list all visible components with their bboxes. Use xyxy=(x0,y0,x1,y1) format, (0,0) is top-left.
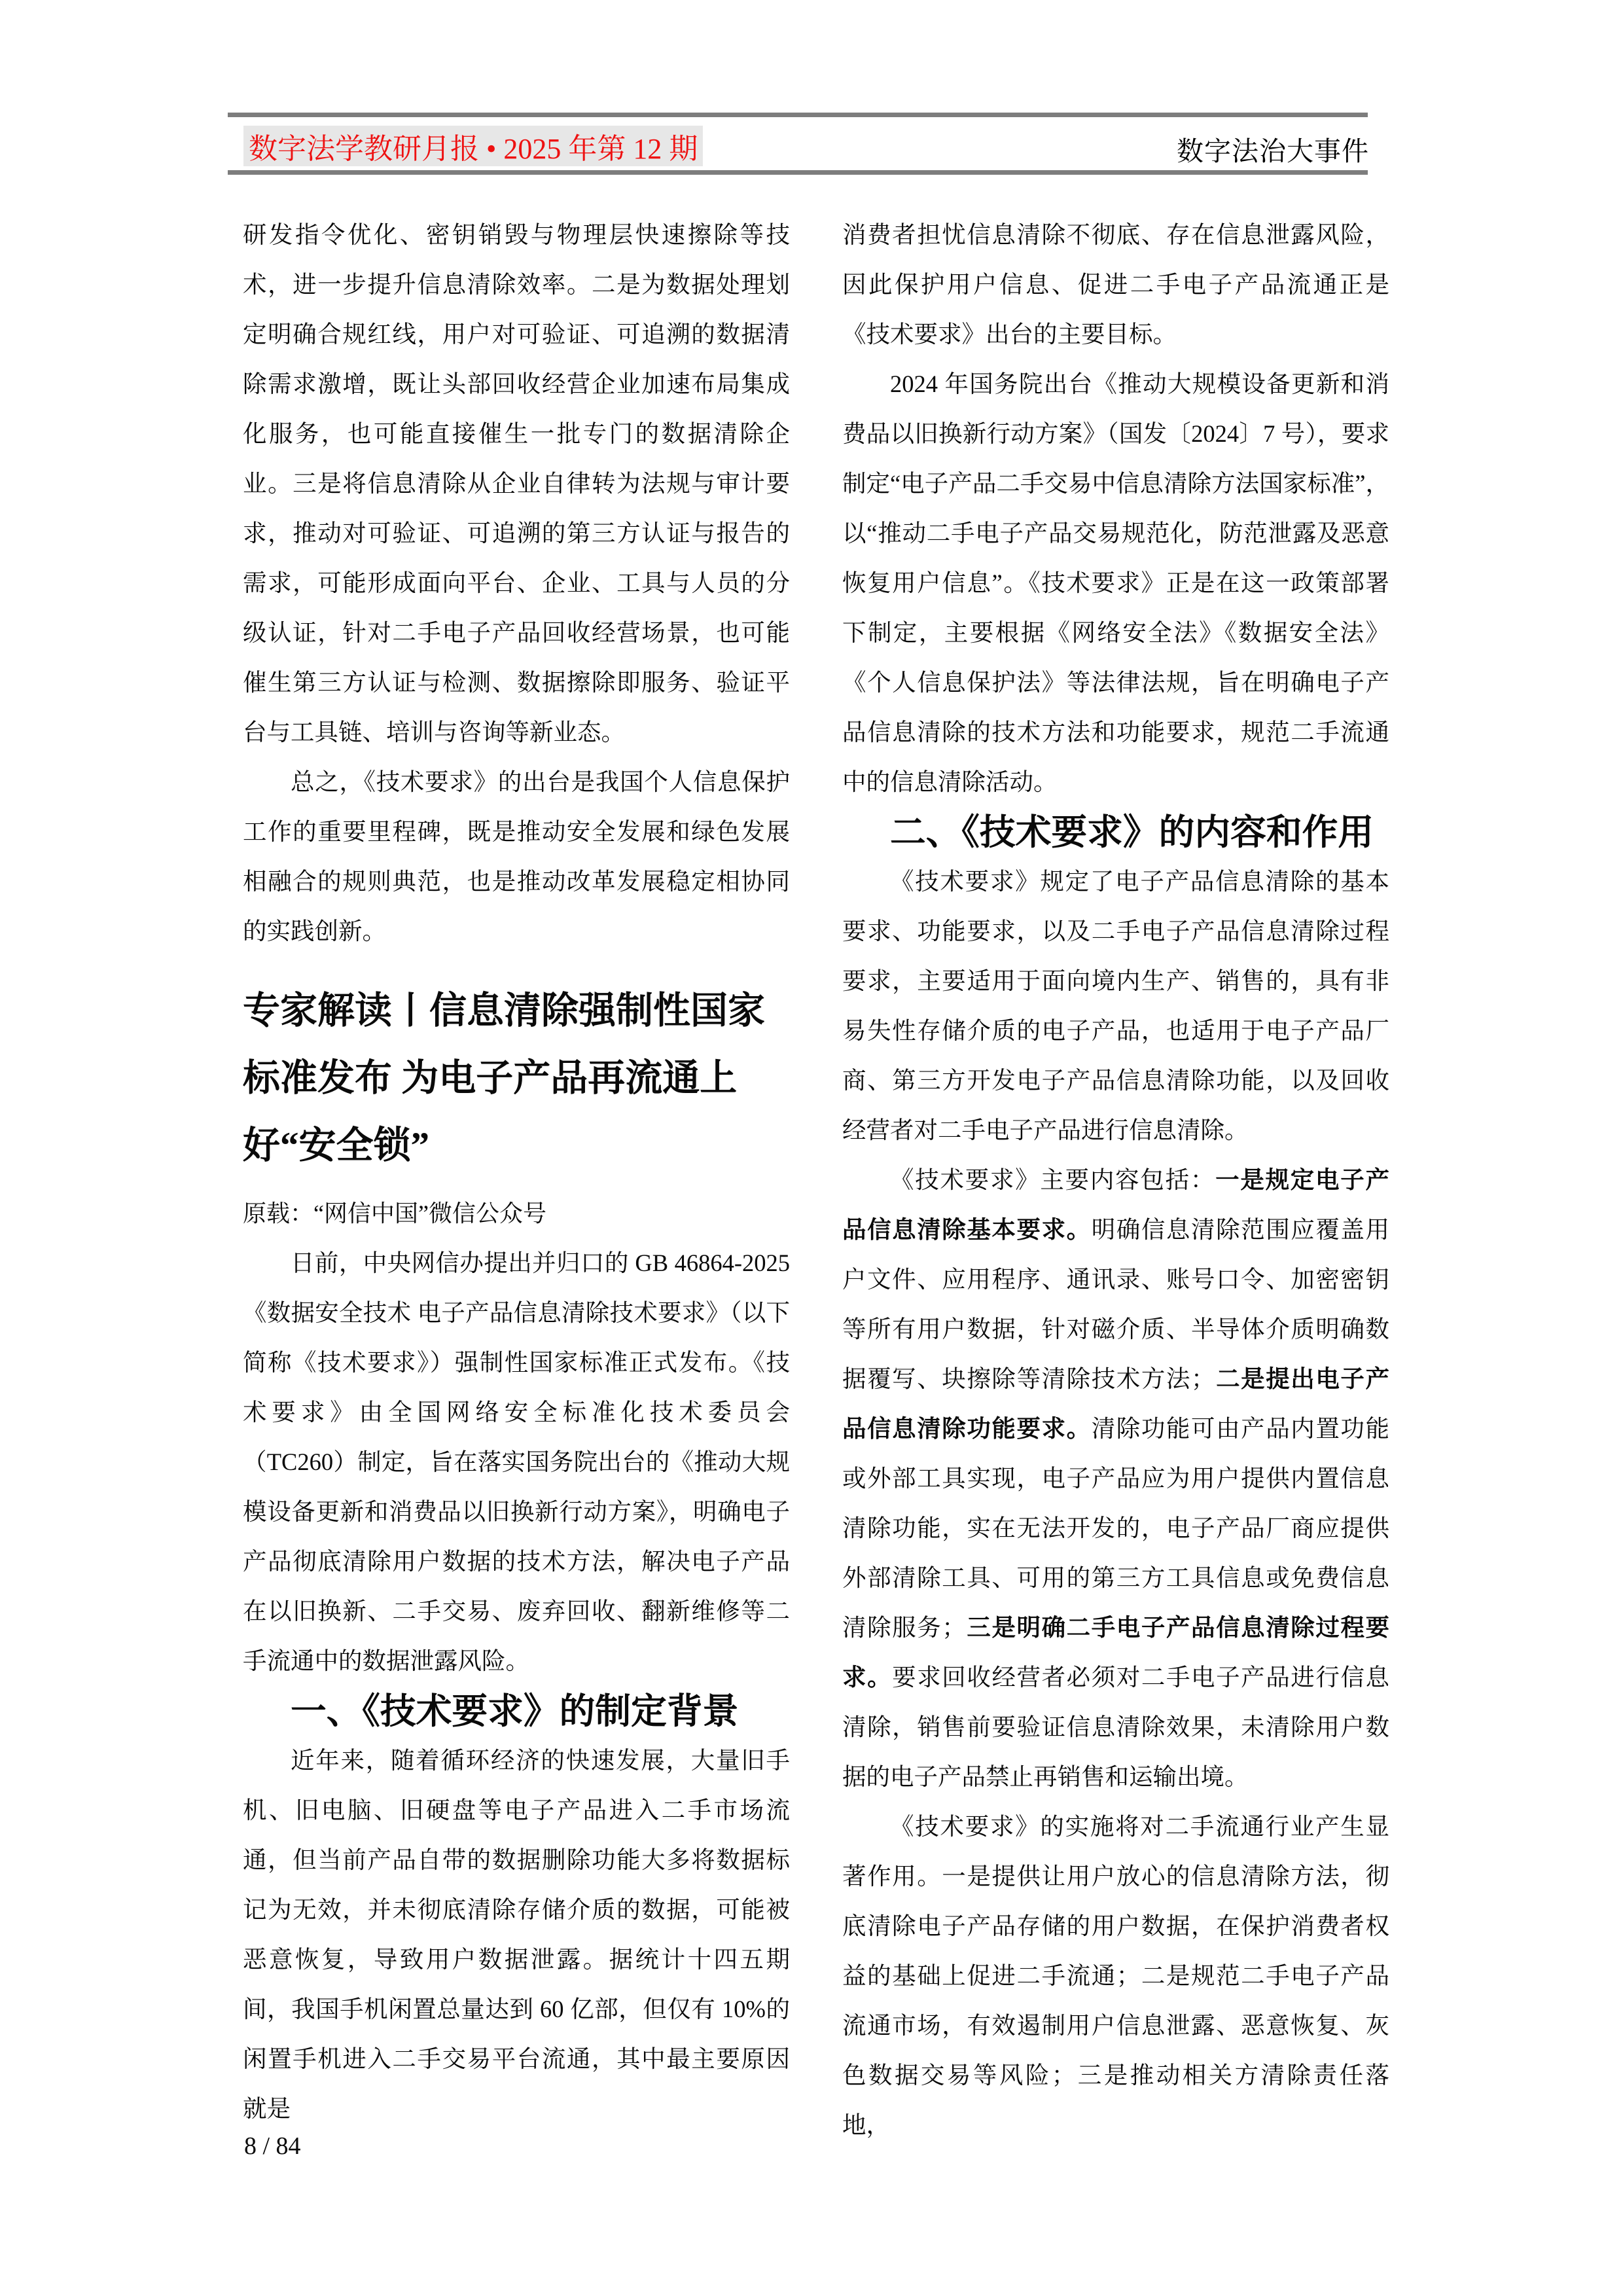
source-byline xyxy=(243,1189,790,1238)
paragraph xyxy=(243,1736,790,2134)
section-heading xyxy=(243,1686,790,1736)
text-run: 清除功能可由产品内置功能或外部工具实现，电子产品应为用户提供内置信息清除功能，实在无法开发的，电子产品厂商应提供外部清除工具、可用的第三方工具信息或免费信息清除服务； xyxy=(842,1415,1390,1641)
bold-text-run: 二、《技术要求》的内容和作用 xyxy=(890,812,1374,852)
text-run: 明确信息清除范围应覆盖用户文件、应用程序、通讯录、账号口令、加密密钥等所有用户数据，针对磁介质、半导体介质明确数据覆写、块擦除等清除技术方法； xyxy=(842,1216,1390,1392)
text-run: 总之，《技术要求》的出台是我国个人信息保护工作的重要里程碑，既是推动安全发展和绿色发展相融合的规则典范，也是推动改革发展稳定相协同的实践创新。 xyxy=(243,768,790,944)
masthead-section-title: 数字法治大事件 xyxy=(1177,136,1369,166)
paragraph xyxy=(243,210,790,757)
right-column xyxy=(842,210,1389,2150)
page-number: 8 / 84 xyxy=(244,2132,301,2160)
left-column xyxy=(243,210,790,2134)
text-run: 日前，中央网信办提出并归口的 GB 46864-2025《数据安全技术 电子产品信息清除技术要求》（以下简称《技术要求》）强制性国家标准正式发布。《技术要求》由全国网络安全标准化技术委员会（TC260）制定，旨在落实国务院出台的《推动大规模设备更新和消费品以旧换新行动方案》，明确电子产品彻底清除用户数据的技术方法，解决电子产品在以旧换新、二手交易、废弃回收、翻新维修等二手流通中的数据泄露风险。 xyxy=(243,1249,790,1674)
paragraph xyxy=(842,1155,1389,1802)
paragraph xyxy=(842,1802,1389,2150)
text-run: 《技术要求》主要内容包括： xyxy=(890,1166,1216,1193)
header-bottom-rule xyxy=(228,170,1368,175)
bold-text-run: 一是规定电子产品信息清除基本要求。 xyxy=(842,1166,1390,1243)
paragraph xyxy=(243,757,790,956)
section-heading xyxy=(842,807,1389,857)
paragraph xyxy=(842,857,1389,1155)
paragraph xyxy=(842,210,1389,359)
paragraph xyxy=(842,359,1389,807)
masthead-journal-title: 数字法学教研月报 • 2025 年第 12 期 xyxy=(243,126,703,166)
bold-text-run: 三是明确二手电子产品信息清除过程要求。 xyxy=(842,1614,1390,1691)
bold-text-run: 一、《技术要求》的制定背景 xyxy=(291,1691,739,1731)
text-run: 原载：“网信中国”微信公众号 xyxy=(243,1200,546,1227)
text-run: 要求回收经营者必须对二手电子产品进行信息清除，销售前要验证信息清除效果，未清除用户数据的电子产品禁止再销售和运输出境。 xyxy=(842,1664,1390,1790)
text-run: 近年来，随着循环经济的快速发展，大量旧手机、旧电脑、旧硬盘等电子产品进入二手市场流通，但当前产品自带的数据删除功能大多将数据标记为无效，并未彻底清除存储介质的数据，可能被恶意恢复，导致用户数据泄露。据统计十四五期间，我国手机闲置总量达到 60 亿部，但仅有 10%的闲置手机进入二手交易平台流通，其中最主要原因就是 xyxy=(243,1747,790,2122)
text-run: 2024 年国务院出台《推动大规模设备更新和消费品以旧换新行动方案》（国发〔2024〕7 号），要求制定“电子产品二手交易中信息清除方法国家标准”，以“推动二手电子产品交易规范化，防范泄露及恶意恢复用户信息”。《技术要求》正是在这一政策部署下制定，主要根据《网络安全法》《数据安全法》《个人信息保护法》等法律法规，旨在明确电子产品信息清除的技术方法和功能要求，规范二手流通中的信息清除活动。 xyxy=(842,370,1389,795)
header-top-rule xyxy=(228,113,1368,117)
text-run: 消费者担忧信息清除不彻底、存在信息泄露风险，因此保护用户信息、促进二手电子产品流通正是《技术要求》出台的主要目标。 xyxy=(842,221,1389,348)
paragraph xyxy=(243,1238,790,1686)
text-run: 研发指令优化、密钥销毁与物理层快速擦除等技术，进一步提升信息清除效率。二是为数据处理划定明确合规红线，用户对可验证、可追溯的数据清除需求激增，既让头部回收经营企业加速布局集成化服务，也可能直接催生一批专门的数据清除企业。三是将信息清除从企业自律转为法规与审计要求，推动对可验证、可追溯的第三方认证与报告的需求，可能形成面向平台、企业、工具与人员的分级认证，针对二手电子产品回收经营场景，也可能催生第三方认证与检测、数据擦除即服务、验证平台与工具链、培训与咨询等新业态。 xyxy=(243,221,790,745)
text-run: 《技术要求》的实施将对二手流通行业产生显著作用。一是提供让用户放心的信息清除方法，彻底清除电子产品存储的用户数据，在保护消费者权益的基础上促进二手流通；二是规范二手电子产品流通市场，有效遏制用户信息泄露、恶意恢复、灰色数据交易等风险；三是推动相关方清除责任落地， xyxy=(842,1813,1389,2138)
article-title xyxy=(243,977,790,1179)
bold-text-run: 二是提出电子产品信息清除功能要求。 xyxy=(842,1365,1389,1442)
text-run: 《技术要求》规定了电子产品信息清除的基本要求、功能要求，以及二手电子产品信息清除过程要求，主要适用于面向境内生产、销售的，具有非易失性存储介质的电子产品，也适用于电子产品厂商、第三方开发电子产品信息清除功能，以及回收经营者对二手电子产品进行信息清除。 xyxy=(842,868,1389,1143)
bold-text-run: 专家解读丨信息清除强制性国家标准发布 为电子产品再流通上好“安全锁” xyxy=(243,990,765,1166)
